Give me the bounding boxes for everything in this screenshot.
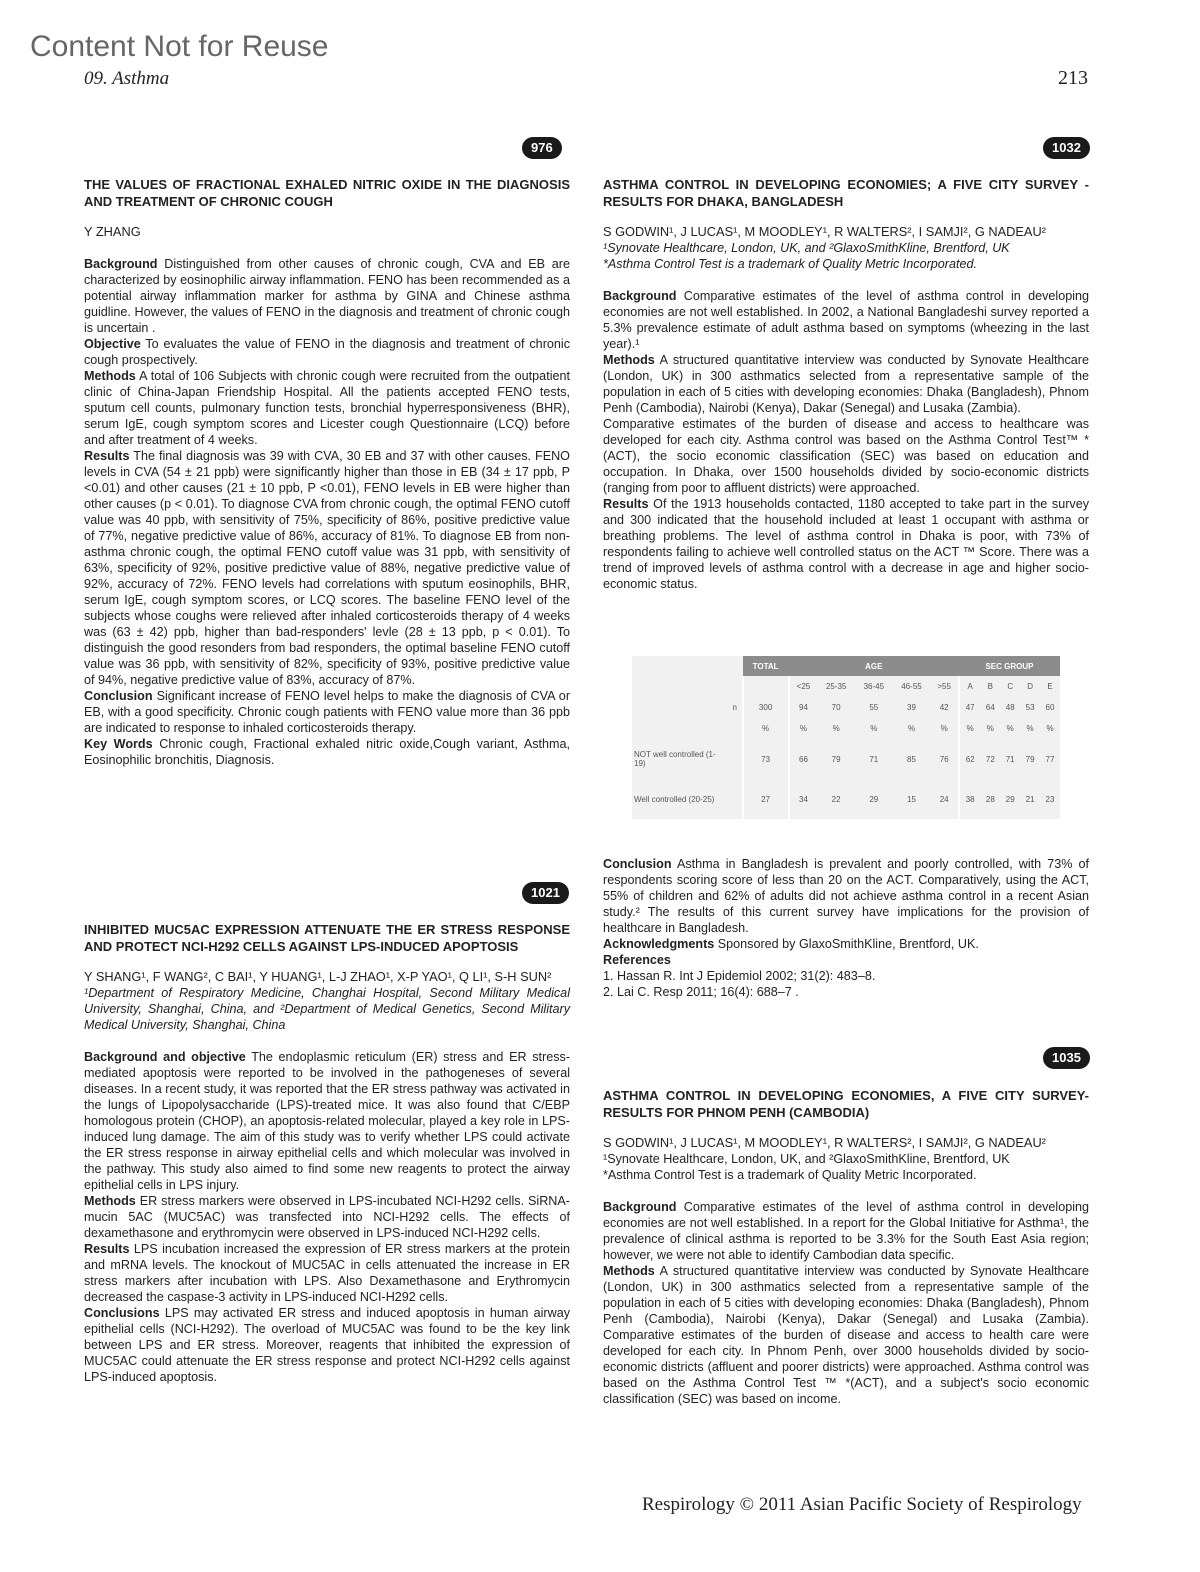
results-paragraph: Results LPS incubation increased the expression of ER stress markers at the protein and mRNA levels. The knockout of MUC5AC in cells attenuated the increase in ER stress markers after incubation with LPS. Also Dexamethasone and Erythromycin decreased the caspase-3 activity in LPS-induced NCI-H292 cells. (84, 1242, 570, 1304)
abstract-authors: S GODWIN¹, J LUCAS¹, M MOODLEY¹, R WALTERS², I SAMJI², G NADEAU² (603, 1135, 1046, 1150)
group-sec: SEC GROUP (959, 656, 1060, 676)
conclusion-paragraph: Conclusion Significant increase of FENO level helps to make the diagnosis of CVA or EB, with a good specificity. Chronic cough patients with FENO value more than 36 ppb are indicated to response to inhaled corticosteroids therapy. (84, 689, 571, 735)
abstract-title: THE VALUES OF FRACTIONAL EXHALED NITRIC OXIDE IN THE DIAGNOSIS AND TREATMENT OF CHRONIC COUGH (84, 177, 570, 209)
table-row: n 300 94 70 55 39 42 47 64 48 53 60 (632, 697, 1060, 718)
abstract-1035 (603, 1087, 1089, 1407)
page-footer: Respirology © 2011 Asian Pacific Society of Respirology (642, 1494, 1082, 1515)
methods-paragraph: Methods A total of 106 Subjects with chronic cough were recruited from the outpatient clinic of China-Japan Friendship Hospital. All the patients accepted FENO tests, sputum cell counts, pulmonary function tests, bronchial hyperresponsiveness (BHR), serum IgE, cough symptom scores and Licester cough Questionnaire (LCQ) before and after treatment of 4 weeks. (84, 369, 570, 447)
table-row: NOT well controlled (1-19) 73 66 79 71 85 76 62 72 71 79 77 (632, 739, 1060, 779)
section-title: 09. Asthma (84, 68, 170, 89)
table-row: Well controlled (20-25) 27 34 22 29 15 24 38 28 29 21 23 (632, 779, 1060, 819)
results-paragraph: Results The final diagnosis was 39 with CVA, 30 EB and 37 with other causes. FENO levels in CVA (54 ± 21 ppb) were significantly higher than those in EB (34 ± 17 ppb, P <0.01) and other causes (21 ± 10 ppb, P <0.01), FENO levels in EB were higher than other causes (p < 0.01). To diagnose CVA from chronic cough, the optimal FENO cutoff value was 40 ppb, with sensitivity of 75%, specificity of 86%, positive predictive value of 77%, negative predictive value of 86%, accuracy of 81%. To diagnose EB from non-asthma chronic cough, the optimal FENO cutoff value was 31 ppb, with sensitivity of 63%, specificity of 92%, positive predictive value of 88%, negative predictive value of 92%, accuracy of 72%. FENO levels had correlations with sputum eosinophils, BHR, serum IgE, cough symptom scores, or LCQ scores. The baseline FENO level of the subjects whose coughs were relieved after inhaled corticosteroids therapy of 4 weeks was (63 ± 42) ppb, higher than bad-responders' levle (28 ± 13 ppb, p < 0.01). To distinguish the good resonders from bad responders, the optimal baseline FENO cutoff value was 36 ppb, with sensitivity of 82%, specificity of 93%, positive predictive value of 94%, negative predictive value of 83%, accuracy of 87%. (84, 449, 570, 687)
column-header: B (987, 682, 993, 691)
reference-item: 2. Lai C. Resp 2011; 16(4): 688–7 . (603, 985, 799, 999)
background-paragraph: Background Comparative estimates of the level of asthma control in developing economies are not well established. In a report for the Global Initiative for Asthma¹, the prevalence of clinical asthma is reported to be 3.3% for the South East Asia region; however, we were not able to identify Cambodian data specific. (603, 1200, 1090, 1262)
abstract-title: ASTHMA CONTROL IN DEVELOPING ECONOMIES; A FIVE CITY SURVEY -RESULTS FOR DHAKA, BANGLADESH (603, 177, 1089, 209)
column-header: E (1047, 682, 1053, 691)
reference-item: 1. Hassan R. Int J Epidemiol 2002; 31(2): 483–8. (603, 969, 876, 983)
abstract-authors: S GODWIN¹, J LUCAS¹, M MOODLEY¹, R WALTERS², I SAMJI², G NADEAU² (603, 224, 1046, 239)
background-paragraph: Background and objective The endoplasmic reticulum (ER) stress and ER stress-mediated apoptosis were reported to be involved in the pathogeneses of several diseases. In a recent study, it was reported that the ER stress pathway was activated in the lungs of Lipopolysaccharide (LPS)-treated mice. It was also found that C/EBP homologous protein (CHOP), an apoptosis-related molecular, played a key role in LPS-induced lung damage. The aim of this study was to verify whether LPS could activate the ER stress response in airway epithelial cells and which molecular was involved in the pathway. This study also aimed to find some new reagents to protect the airway epithelial cells in LPS injury. (84, 1050, 571, 1192)
references-heading: References (603, 953, 671, 967)
abstract-title: ASTHMA CONTROL IN DEVELOPING ECONOMIES, A FIVE CITY SURVEY- RESULTS FOR PHNOM PENH (CAMBODIA) (603, 1088, 1089, 1120)
column-header: <25 (789, 676, 818, 697)
table-column-header (632, 676, 1060, 697)
abstract-affiliation: ¹Synovate Healthcare, London, UK, and ²GlaxoSmithKline, Brentford, UK (603, 1152, 1010, 1166)
abstract-number-badge: 1021 (522, 882, 569, 904)
methods-paragraph: Methods A structured quantitative interview was conducted by Synovate Healthcare (London, UK) in 300 asthmatics selected from a representative sample of the population in each of 5 cities with developing economies: Dhaka (Bangladesh), Phnom Penh (Cambodia), Nairobi (Kenya), Dakar (Senegal) and Lusaka (Zambia). (603, 353, 1089, 415)
abstract-1032 (603, 176, 1089, 592)
group-total: TOTAL (743, 656, 789, 676)
background-paragraph: Background Comparative estimates of the level of asthma control in developing economies are not well established. In 2002, a National Bangladeshi survey reported a 5.3% prevalence estimate of adult asthma based on symptoms (wheezing in the last year).¹ (603, 289, 1090, 351)
abstract-authors: Y SHANG¹, F WANG², C BAI¹, Y HUANG¹, L-J ZHAO¹, X-P YAO¹, Q LI¹, S-H SUN² (84, 969, 552, 984)
abstract-affiliation: ¹Synovate Healthcare, London, UK, and ²GlaxoSmithKline, Brentford, UK (603, 241, 1010, 255)
methods-paragraph: Methods A structured quantitative interview was conducted by Synovate Healthcare (London, UK) in 300 asthmatics selected from a representative sample of the population in each of 5 cities with developing economies: Dhaka (Bangladesh), Phnom Penh (Cambodia), Nairobi (Kenya), Dakar (Senegal) and Lusaka (Zambia). Comparative estimates of the burden of disease and access to health care were developed for each city. In Phnom Penh, over 3000 households divided by socio-economic districts (affluent and poorer districts) were approached. Asthma control was based on the Asthma Control Test ™ *(ACT), and a subject's socio economic classification (SEC) was based on income. (603, 1264, 1089, 1406)
background-paragraph: Background Distinguished from other causes of chronic cough, CVA and EB are characterized by eosinophilic airway inflammation. FENO has been recommended as a potential airway inflammation marker for asthma by GINA and Chinese asthma guidline. However, the values of FENO in the diagnosis and treatment of chronic cough is uncertain . (84, 257, 571, 335)
results-paragraph: Results Of the 1913 households contacted, 1180 accepted to take part in the survey and 300 indicated that the household included at least 1 occupant with asthma or breathing problems. The level of asthma control in Dhaka is poor, with 73% of respondents failing to achieve well controlled status on the ACT ™ Score. There was a trend of improved levels of asthma control with a decrease in age and higher socio-economic status. (603, 497, 1090, 591)
column-header: 25-35 (825, 682, 847, 691)
watermark: Content Not for Reuse (30, 30, 329, 63)
objective-paragraph: Objective To evaluates the value of FENO in the diagnosis and treatment of chronic cough prospectively. (84, 337, 570, 367)
abstract-number-badge: 1035 (1043, 1047, 1090, 1069)
abstract-authors: Y ZHANG (84, 224, 141, 239)
trademark-note: *Asthma Control Test is a trademark of Quality Metric Incorporated. (603, 257, 977, 271)
column-header: 36-45 (863, 682, 885, 691)
abstract-number-badge: 976 (522, 137, 562, 159)
page-number: 213 (1058, 67, 1088, 89)
acknowledgments-paragraph: Acknowledgments Sponsored by GlaxoSmithKline, Brentford, UK. (603, 937, 979, 951)
group-age: AGE (789, 656, 959, 676)
abstract-1032-continued (603, 856, 1089, 1000)
abstract-976 (84, 176, 570, 768)
column-header: 46-55 (901, 682, 922, 691)
column-header: >55 (937, 682, 951, 691)
methods-paragraph-2: Comparative estimates of the burden of disease and access to healthcare was developed for each city. Asthma control was based on the Asthma Control Test™ *(ACT), the socio economic classification (SEC) was based on education and occupation. In Dhaka, over 1500 households divided by socio-economic districts (ranging from poor to affluent districts) were approached. (603, 417, 1089, 495)
table-group-header (632, 656, 1060, 676)
asthma-control-table (632, 656, 1060, 819)
methods-paragraph: Methods ER stress markers were observed in LPS-incubated NCI-H292 cells. SiRNA-mucin 5AC (MUC5AC) was transfected into NCI-H292 cells. The effects of dexamethasone and erythromycin were observed in LPS-induced NCI-H292 cells. (84, 1194, 570, 1240)
conclusion-paragraph: Conclusion Asthma in Bangladesh is prevalent and poorly controlled, with 73% of respondents scoring score of less than 20 on the ACT. Comparatively, using the ACT, 55% of children and 62% of adults did not achieve asthma control in a recent Asian study.² The results of this current survey have implications for the provision of healthcare in Bangladesh. (603, 857, 1089, 935)
abstract-affiliation: ¹Department of Respiratory Medicine, Changhai Hospital, Second Military Medical University, Shanghai, China, and ²Department of Medical Genetics, Second Military Medical University, Shanghai, China (84, 986, 570, 1032)
keywords-paragraph: Key Words Chronic cough, Fractional exhaled nitric oxide,Cough variant, Asthma, Eosinophilic bronchitis, Diagnosis. (84, 737, 571, 767)
conclusions-paragraph: Conclusions LPS may activated ER stress and induced apoptosis in human airway epithelial cells (NCI-H292). The overload of MUC5AC was found to be the key link between LPS and ER stress. Moreover, reagents that inhibited the expression of MUC5AC could attenuate the ER stress response and protect NCI-H292 cells against LPS-induced apoptosis. (84, 1306, 571, 1384)
abstract-1021 (84, 921, 570, 1385)
abstract-title: INHIBITED MUC5AC EXPRESSION ATTENUATE THE ER STRESS RESPONSE AND PROTECT NCI-H292 CELLS AGAINST LPS-INDUCED APOPTOSIS (84, 922, 570, 954)
table-row: % % % % % % % % % % % (632, 718, 1060, 739)
abstract-number-badge: 1032 (1043, 137, 1090, 159)
trademark-note: *Asthma Control Test is a trademark of Quality Metric Incorporated. (603, 1168, 977, 1182)
column-header: D (1027, 682, 1033, 691)
column-header: A (959, 676, 980, 697)
column-header: C (1007, 682, 1014, 691)
